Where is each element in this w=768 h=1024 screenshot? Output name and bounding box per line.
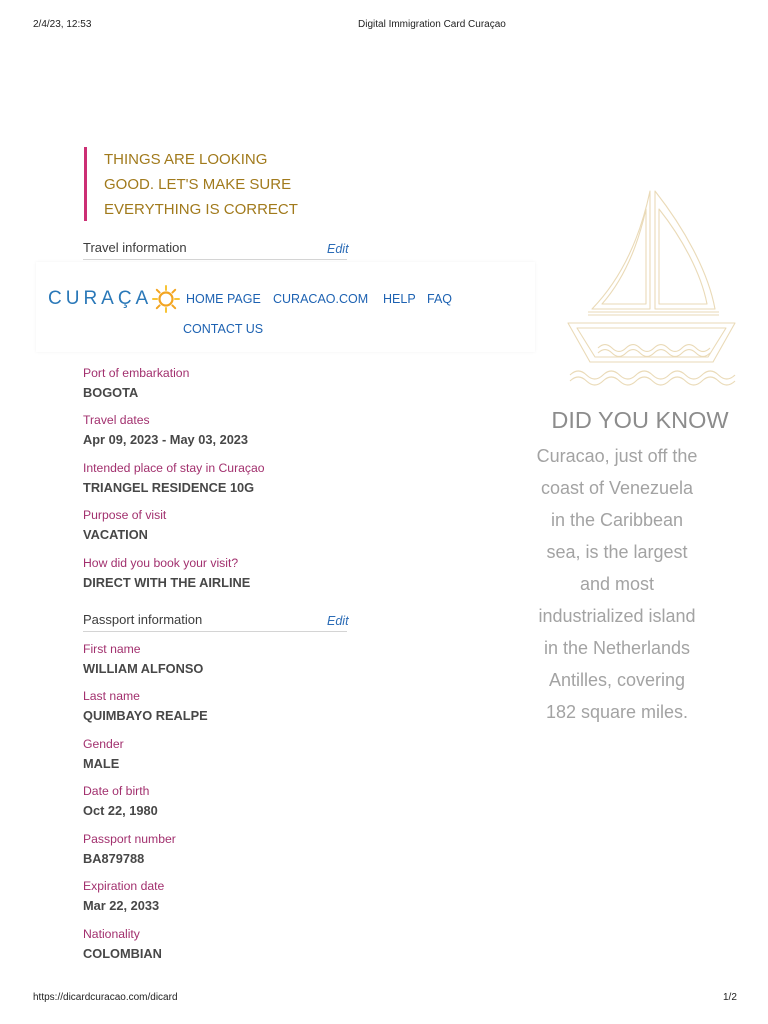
- sail-base: [588, 312, 719, 315]
- heading-line-2: GOOD. LET'S MAKE SURE: [104, 175, 292, 193]
- fact-line: industrialized island: [538, 606, 696, 626]
- nav-faq-link[interactable]: FAQ: [427, 292, 453, 306]
- gender-label: Gender: [83, 736, 124, 751]
- curacao-logo[interactable]: [48, 285, 184, 313]
- port-of-embarkation-label: Port of embarkation: [83, 365, 190, 380]
- date-of-birth-value: Oct 22, 1980: [83, 803, 158, 819]
- passport-fields: [83, 640, 483, 973]
- right-sail: [655, 191, 715, 309]
- fact-line: in the Netherlands: [543, 638, 691, 658]
- travel-dates-label: Travel dates: [83, 413, 150, 428]
- heading-line-3: EVERYTHING IS CORRECT: [104, 200, 298, 218]
- fact-line: in the Caribbean: [550, 510, 684, 530]
- left-sail: [592, 191, 650, 309]
- passport-information-header: [83, 611, 347, 632]
- nationality-value: COLOMBIAN: [83, 946, 162, 962]
- did-you-know-text: [497, 440, 737, 728]
- port-of-embarkation-value: BOGOTA: [83, 384, 139, 400]
- place-of-stay-value: TRIANGEL RESIDENCE 10G: [83, 479, 255, 495]
- nav-contact-us-link[interactable]: CONTACT US: [183, 322, 264, 336]
- port-of-embarkation-field: [83, 364, 483, 412]
- purpose-of-visit-label: Purpose of visit: [83, 508, 167, 523]
- travel-fields: [83, 364, 483, 602]
- logo-wordmark: CURAÇA: [48, 288, 153, 309]
- first-name-label: First name: [83, 641, 141, 656]
- print-page-title: Digital Immigration Card Curaçao: [358, 19, 506, 30]
- first-name-value: WILLIAM ALFONSO: [83, 660, 204, 676]
- print-page-number: 1/2: [723, 992, 737, 1003]
- nav-home-page-link[interactable]: HOME PAGE: [186, 292, 261, 306]
- passport-information-title: Passport information: [83, 612, 203, 627]
- fact-line: and most: [579, 574, 655, 594]
- sailboat-icon: [562, 183, 740, 395]
- expiration-date-value: Mar 22, 2033: [83, 898, 160, 914]
- accent-bar: [84, 147, 87, 221]
- fact-line: Antilles, covering: [548, 670, 686, 690]
- gender-value: MALE: [83, 755, 120, 771]
- nav-curacao-com-link[interactable]: CURACAO.COM: [273, 292, 369, 306]
- sun-icon: [152, 285, 180, 313]
- place-of-stay-label: Intended place of stay in Curaçao: [83, 460, 265, 475]
- fact-line: coast of Venezuela: [540, 478, 694, 498]
- print-url: https://dicardcuracao.com/dicard: [33, 992, 178, 1003]
- travel-information-title: Travel information: [83, 240, 187, 255]
- nationality-label: Nationality: [83, 927, 140, 942]
- travel-information-header: [83, 239, 347, 260]
- travel-dates-value: Apr 09, 2023 - May 03, 2023: [83, 432, 249, 448]
- place-of-stay-field: [83, 459, 483, 507]
- hull: [568, 323, 735, 362]
- booking-method-value: DIRECT WITH THE AIRLINE: [83, 574, 251, 590]
- passport-number-label: Passport number: [83, 831, 176, 846]
- booking-method-label: How did you book your visit?: [83, 555, 239, 570]
- passport-number-value: BA879788: [83, 850, 145, 866]
- expiration-date-field: [83, 877, 483, 925]
- last-name-value: QUIMBAYO REALPE: [83, 708, 208, 724]
- date-of-birth-label: Date of birth: [83, 784, 150, 799]
- last-name-label: Last name: [83, 689, 140, 704]
- confirmation-heading: [104, 147, 298, 222]
- fact-line: sea, is the largest: [546, 542, 688, 562]
- expiration-date-label: Expiration date: [83, 879, 165, 894]
- last-name-field: [83, 687, 483, 735]
- edit-travel-link[interactable]: Edit: [327, 242, 349, 256]
- purpose-of-visit-field: [83, 506, 483, 554]
- heading-line-1: THINGS ARE LOOKING: [104, 150, 268, 168]
- date-of-birth-field: [83, 782, 483, 830]
- nav-help-link[interactable]: HELP: [383, 292, 416, 306]
- fact-line: Curacao, just off the: [536, 446, 698, 466]
- first-name-field: [83, 640, 483, 688]
- nationality-field: [83, 925, 483, 973]
- edit-passport-link[interactable]: Edit: [327, 614, 349, 628]
- booking-method-field: [83, 554, 483, 602]
- travel-dates-field: [83, 411, 483, 459]
- purpose-of-visit-value: VACATION: [83, 527, 148, 543]
- passport-number-field: [83, 830, 483, 878]
- waves: [570, 371, 735, 385]
- fact-line: 182 square miles.: [545, 702, 689, 722]
- gender-field: [83, 735, 483, 783]
- site-navigation: [36, 262, 535, 352]
- print-datetime: 2/4/23, 12:53: [33, 19, 92, 30]
- did-you-know-title: DID YOU KNOW: [551, 407, 729, 433]
